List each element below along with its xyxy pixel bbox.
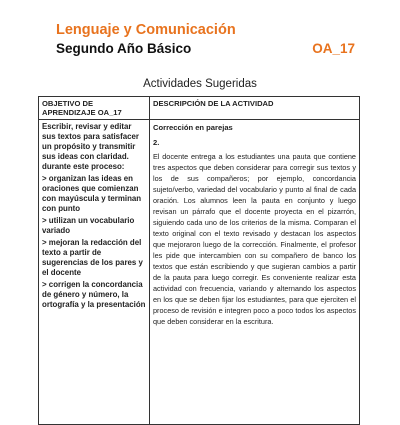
objective-item: > utilizan un vocabulario variado: [42, 216, 135, 235]
objective-column-header: OBJETIVO DE APRENDIZAJE OA_17: [39, 97, 150, 120]
activities-table: [38, 96, 360, 425]
objective-code: OA_17: [312, 41, 355, 56]
objective-item: > organizan las ideas en oraciones que comienzan con mayúscula y terminan con punto: [42, 174, 142, 213]
document-header: [56, 22, 356, 56]
objective-item: > corrigen la concordancia de género y número, la ortografía y la presentación: [42, 280, 146, 309]
grade-row: [56, 41, 356, 56]
objective-cell: [39, 120, 150, 425]
description-column-header: DESCRIPCIÓN DE LA ACTIVIDAD: [150, 97, 360, 120]
table-row: [39, 120, 360, 425]
activity-number: 2.: [153, 138, 160, 147]
objective-item: > mejoran la redacción del texto a partir de sugerencias de los pares y el docente: [42, 238, 143, 277]
objective-intro: Escribir, revisar y editar sus textos para satisfacer un propósito y transmitir sus ideas con claridad. durante este proceso:: [42, 122, 139, 171]
activity-description: El docente entrega a los estudiantes una pauta que contiene tres aspectos que deben considerar para corregir sus textos y los de sus compañeros; por ejemplo, concordancia sujeto/verbo, variedad del vocabulario y punto al final de cada oración. Los alumnos leen la pauta en conjunto y luego revisan un párrafo que el docente proyecta en el pizarrón, siguiendo cada uno de los criterios de la misma. Comparan el texto original con el texto revisado y destacan los aspectos que mejoraron luego de la corrección. Finalmente, el profesor les pide que intercambien con su compañero de banco los textos que están escribiendo y que sugieran cambios a partir de la pauta para luego corregir. Es conveniente realizar esta actividad con frecuencia, variando y alternando los aspectos en los que se deben fijar los estudiantes, para que ejerciten el proceso de revisión e integren poco a poco todos los aspectos que deben considerar en la escritura.: [153, 152, 356, 326]
section-title: Actividades Sugeridas: [143, 78, 257, 90]
subject-title: Lenguaje y Comunicación: [56, 22, 236, 38]
grade-label: Segundo Año Básico: [56, 41, 192, 56]
activity-cell: [150, 120, 360, 425]
table-header-row: [39, 97, 360, 120]
activity-title: Corrección en parejas: [153, 123, 233, 132]
